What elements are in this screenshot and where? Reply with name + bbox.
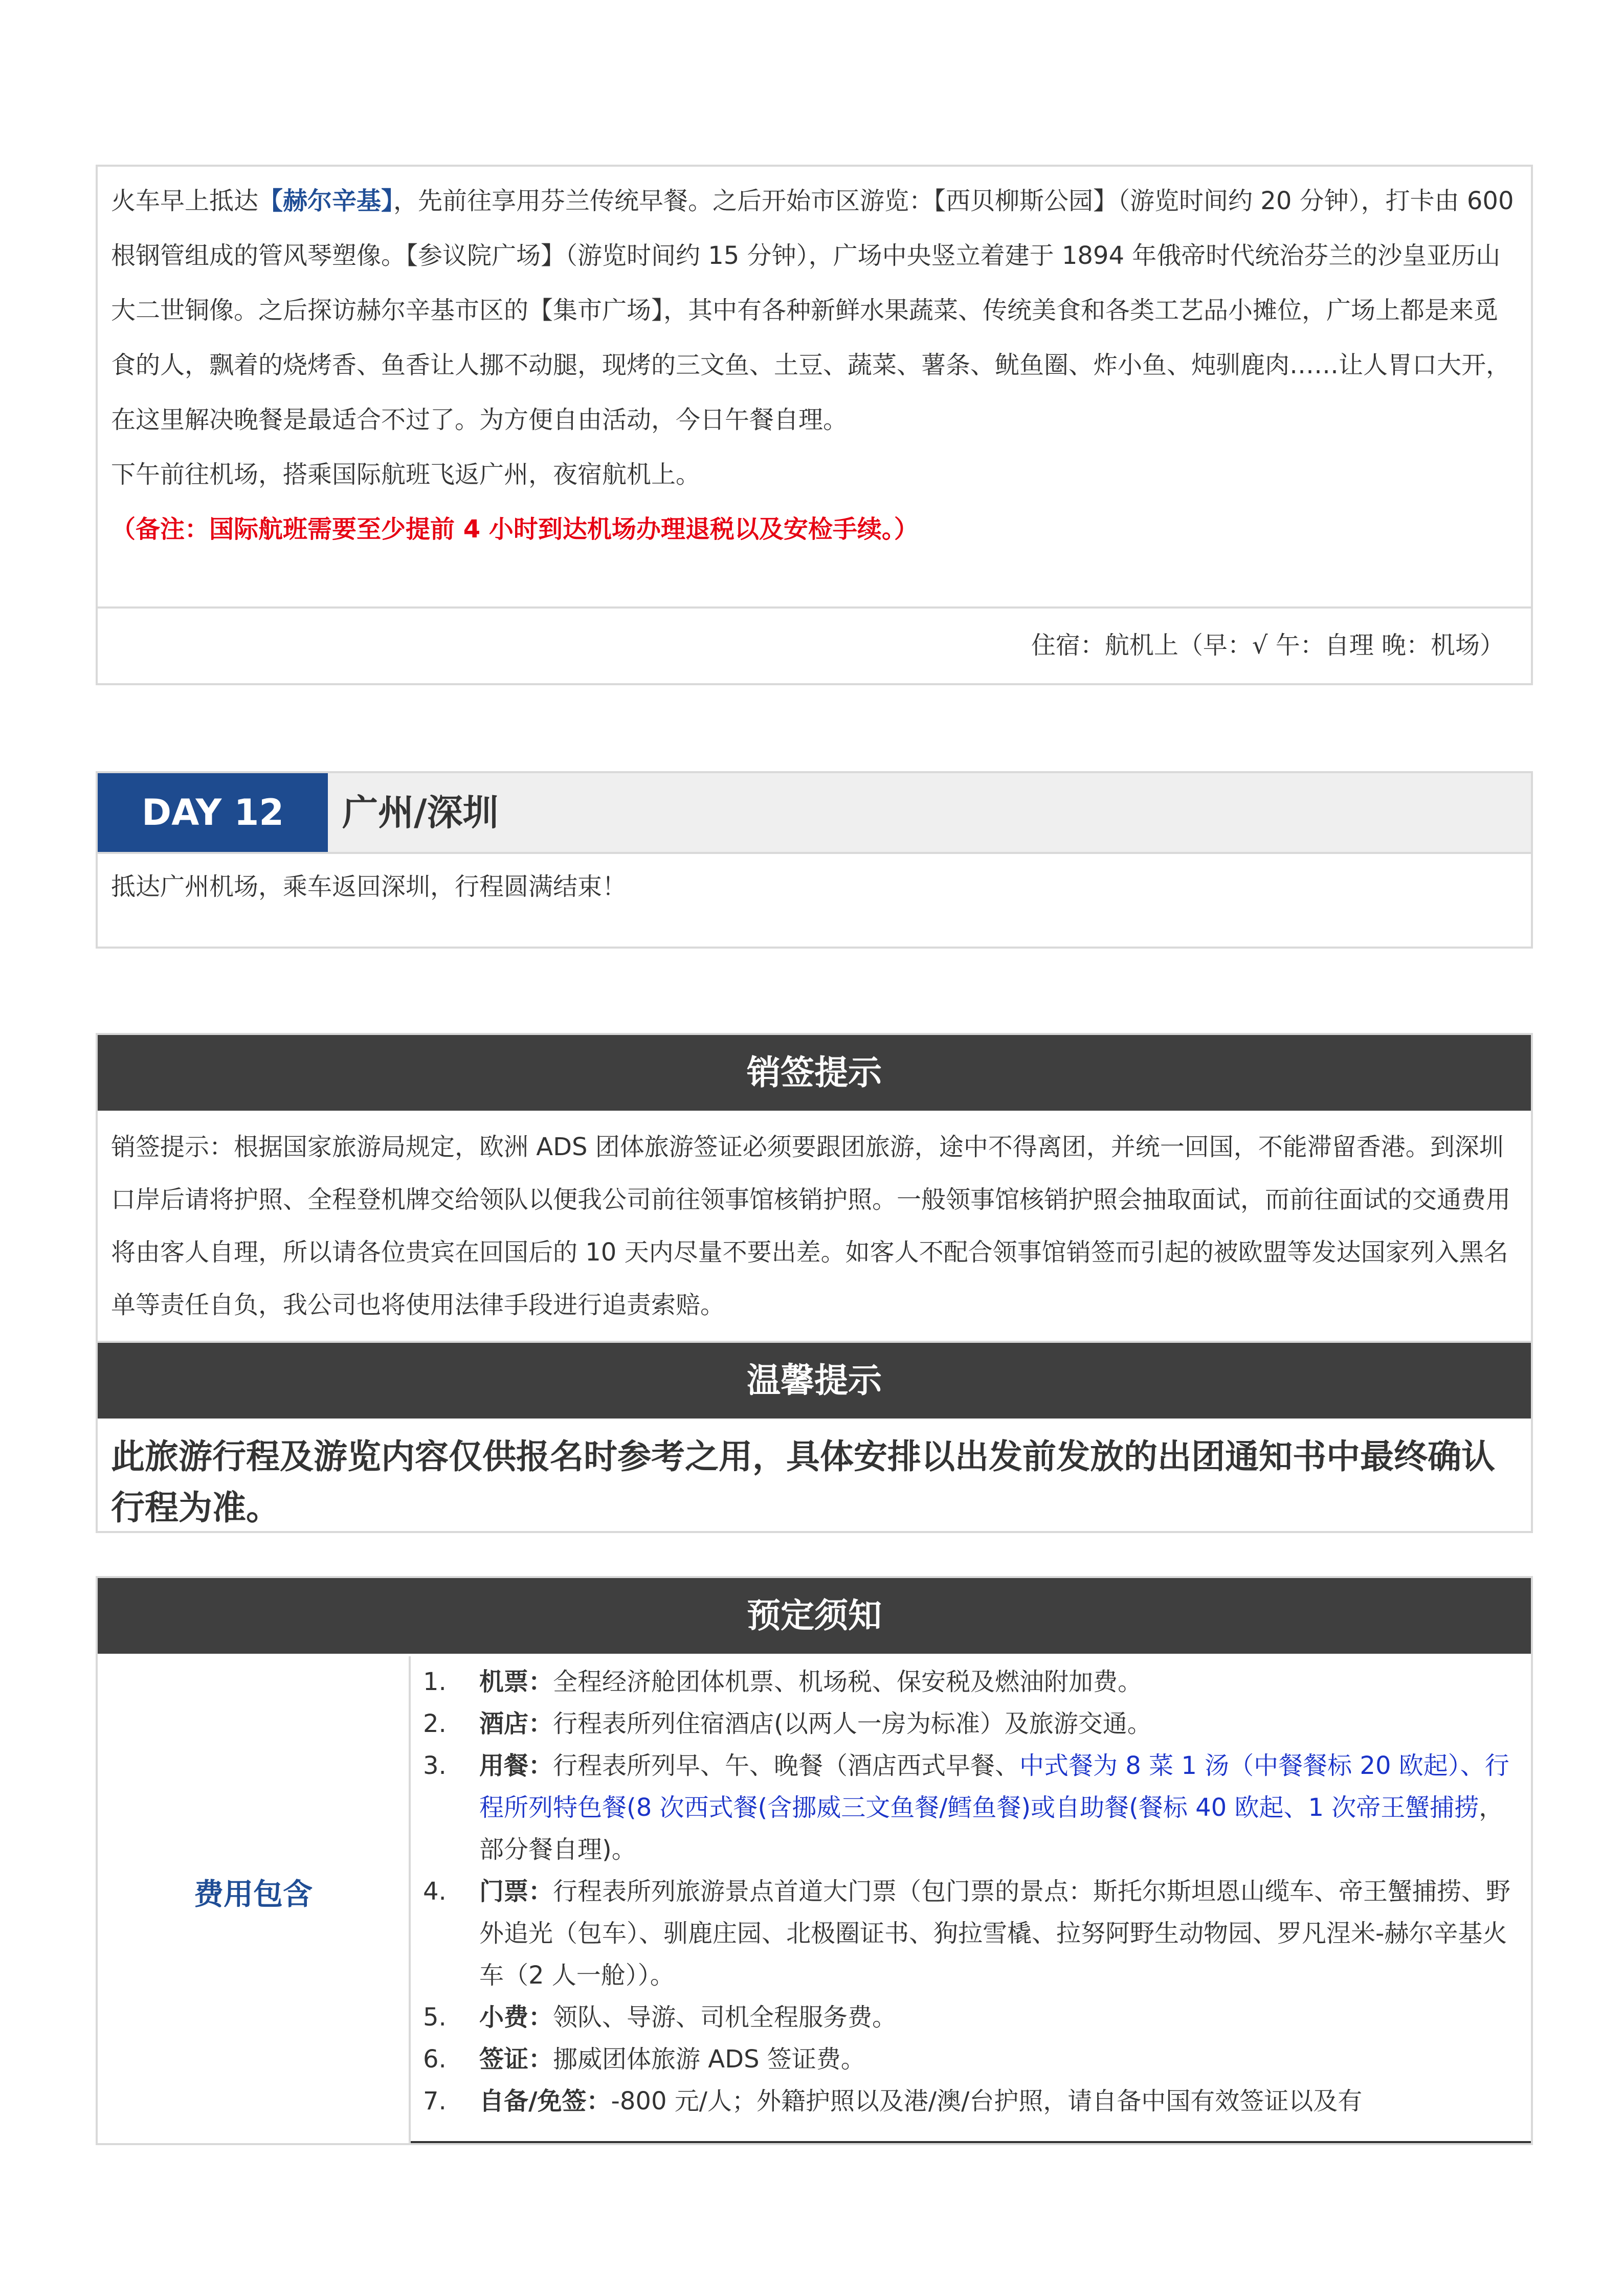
day-badge: DAY 12 xyxy=(98,773,328,852)
list-item xyxy=(423,2080,1518,2122)
list-item xyxy=(423,1871,1518,1996)
fee-included-list xyxy=(423,1661,1518,2122)
day-12-description: 抵达广州机场，乘车返回深圳，行程圆满结束！ xyxy=(111,872,627,901)
tips-text: 此旅游行程及游览内容仅供报名时参考之用，具体安排以出发前发放的出团通知书中最终确认行程为准。 xyxy=(111,1437,1495,1527)
fee-included-cell xyxy=(98,1656,411,2143)
item-text: 领队、导游、司机全程服务费。 xyxy=(553,2003,897,2032)
day-11-text-start: 火车早上抵达 xyxy=(111,187,259,215)
item-label: 门票： xyxy=(479,1877,553,1906)
day-11-afternoon: 下午前往机场，搭乘国际航班飞返广州，夜宿航机上。 xyxy=(111,460,701,489)
item-text-highlight: 中式餐为 8 菜 1 汤（中餐餐标 20 欧起）、行程所列特色餐(8 次西式餐(含挪威三文鱼餐/鳕鱼餐)或自助餐(餐标 40 欧起、1 次帝王蟹捕捞 xyxy=(479,1751,1509,1822)
lodging-row xyxy=(98,606,1531,686)
item-label: 酒店： xyxy=(479,1709,553,1738)
item-label: 自备/免签： xyxy=(479,2087,611,2115)
item-text: 行程表所列旅游景点首道大门票（包门票的景点：斯托尔斯坦恩山缆车、帝王蟹捕捞、野外追光（包车）、驯鹿庄园、北极圈证书、狗拉雪橇、拉努阿野生动物园、罗凡涅米-赫尔辛基火车（2 人一舱））。 xyxy=(479,1877,1511,1990)
item-text: 挪威团体旅游 ADS 签证费。 xyxy=(553,2045,865,2074)
list-item xyxy=(423,1703,1518,1745)
airport-note: （备注：国际航班需要至少提前 4 小时到达机场办理退税以及安检手续。） xyxy=(111,515,919,544)
day-12-place: 广州/深圳 xyxy=(342,792,499,834)
visa-tips-section xyxy=(96,1033,1533,1533)
item-number: 7. xyxy=(423,2087,447,2115)
day-11-text-main: ，先前往享用芬兰传统早餐。之后开始市区游览：【西贝柳斯公园】（游览时间约 20 分钟），打卡由 600 根钢管组成的管风琴塑像。【参议院广场】（游览时间约 15 分钟），广场中央竖立着建于 1894 年俄帝时代统治芬兰的沙皇亚历山大二世铜像。之后探访赫尔辛基市区的【集市广场】，其中有各种新鲜水果蔬菜、传统美食和各类工艺品小摊位，广场上都是来觅食的人，飘着的烧烤香、鱼香让人挪不动腿，现烤的三文鱼、土豆、蔬菜、薯条、鱿鱼圈、炸小鱼、炖驯鹿肉……让人胃口大开，在这里解决晚餐是最适合不过了。为方便自由活动，今日午餐自理。 xyxy=(111,187,1514,434)
item-number: 4. xyxy=(423,1877,447,1906)
item-number: 6. xyxy=(423,2045,447,2074)
page-break-rule xyxy=(411,2141,1531,2143)
item-number: 3. xyxy=(423,1751,447,1780)
lodging-info: 住宿：航机上（早：√ 午：自理 晚：机场） xyxy=(1031,631,1504,660)
item-text-tail: ，部分餐自理)。 xyxy=(479,1793,1504,1864)
list-item xyxy=(423,1661,1518,1703)
booking-title: 预定须知 xyxy=(98,1578,1531,1654)
day-12-header xyxy=(98,773,1531,854)
item-text: 行程表所列住宿酒店(以两人一房为标准）及旅游交通。 xyxy=(553,1709,1152,1738)
item-text: 全程经济舱团体机票、机场税、保安税及燃油附加费。 xyxy=(553,1668,1143,1696)
item-text: 行程表所列早、午、晚餐（酒店西式早餐、 xyxy=(553,1751,1020,1780)
item-number: 1. xyxy=(423,1668,447,1696)
tips-title: 温馨提示 xyxy=(98,1341,1531,1419)
item-label: 签证： xyxy=(479,2045,553,2074)
item-label: 小费： xyxy=(479,2003,553,2032)
item-number: 2. xyxy=(423,1709,447,1738)
list-item xyxy=(423,1996,1518,2038)
day-12-section xyxy=(96,771,1533,949)
visa-text: 销签提示：根据国家旅游局规定，欧洲 ADS 团体旅游签证必须要跟团旅游，途中不得离团，并统一回国，不能滞留香港。到深圳口岸后请将护照、全程登机牌交给领队以便我公司前往领事馆核销护照。一般领事馆核销护照会抽取面试，而前往面试的交通费用将由客人自理，所以请各位贵宾在回国后的 10 天内尽量不要出差。如客人不配合领事馆销签而引起的被欧盟等发达国家列入黑名单等责任自负，我公司也将使用法律手段进行追责索赔。 xyxy=(111,1133,1511,1319)
item-label: 机票： xyxy=(479,1668,553,1696)
visa-title: 销签提示 xyxy=(98,1035,1531,1111)
booking-section xyxy=(96,1576,1533,2145)
item-label: 用餐： xyxy=(479,1751,553,1780)
list-item xyxy=(423,2038,1518,2080)
list-item xyxy=(423,1745,1518,1871)
helsinki-highlight: 【赫尔辛基】 xyxy=(258,187,394,215)
day-11-section xyxy=(96,165,1533,685)
item-text: -800 元/人；外籍护照以及港/澳/台护照，请自备中国有效签证以及有 xyxy=(611,2087,1363,2115)
fee-included-label: 费用包含 xyxy=(193,1877,313,1911)
item-number: 5. xyxy=(423,2003,447,2032)
day-11-description xyxy=(111,174,1518,557)
